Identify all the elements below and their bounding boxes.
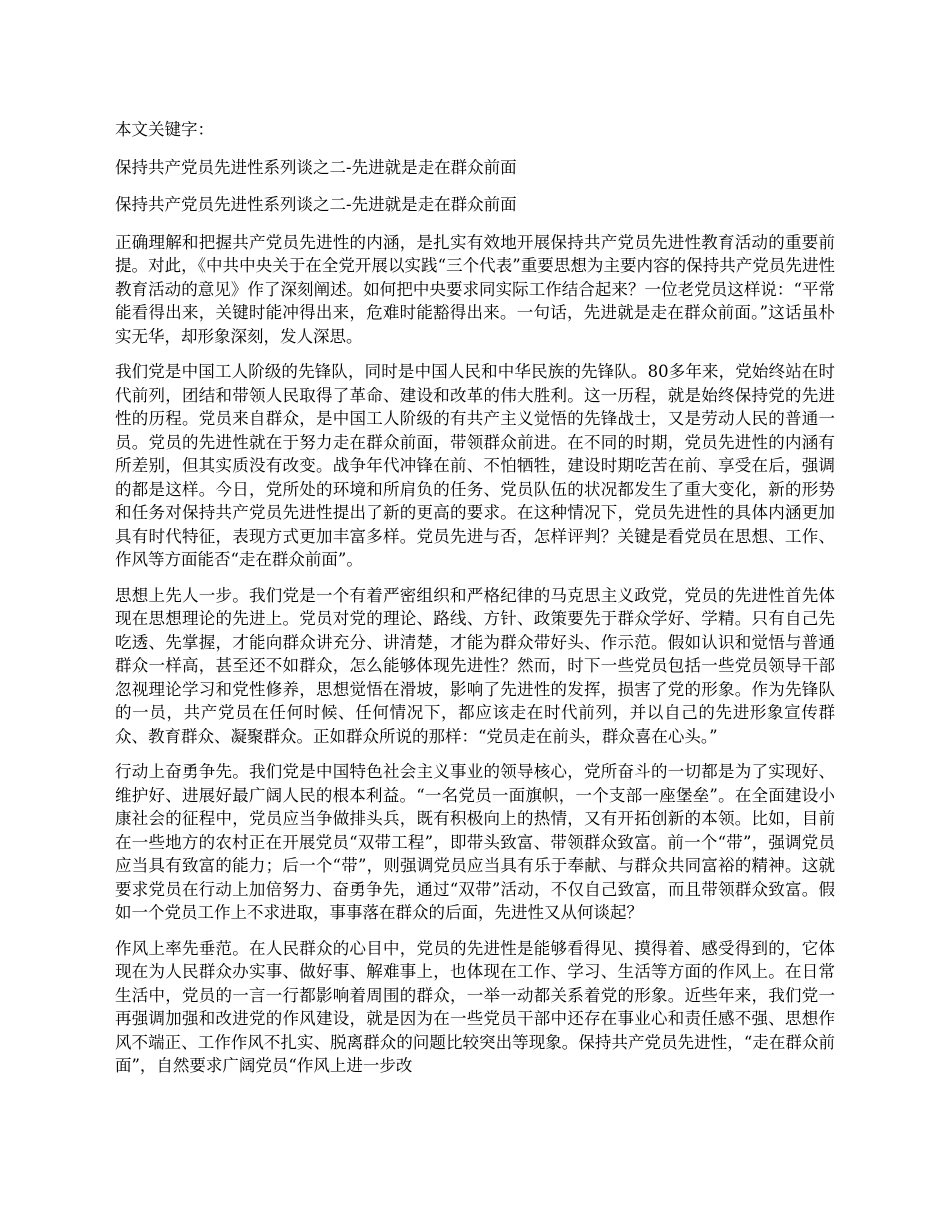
document-body: [115, 118, 835, 1090]
paragraph-style: 作风上率先垂范。在人民群众的心目中，党员的先进性是能够看得见、摸得着、感受得到的，它体现在为人民群众办实事、做好事、解难事上，也体现在工作、学习、生活等方面的作风上。在日常生活中，党员的一言一行都影响着周围的群众，一举一动都关系着党的形象。近些年来，我们党一再强调加强和改进党的作风建设，就是因为在一些党员干部中还存在事业心和责任感不强、思想作风不端正、工作作风不扎实、脱离群众的问题比较突出等现象。保持共产党员先进性，“走在群众前面”，自然要求广阔党员“作风上进一步改: [115, 938, 835, 1075]
keywords-label: 本文关键字：: [115, 120, 214, 139]
paragraph-thought: 思想上先人一步。我们党是一个有着严密组织和严格纪律的马克思主义政党，党员的先进性首先体现在思想理论的先进上。党员对党的理论、路线、方针、政策要先于群众学好、学精。只有自己先吃透、先掌握，才能向群众讲充分、讲清楚，才能为群众带好头、作示范。假如认识和觉悟与普通群众一样高，甚至还不如群众，怎么能够体现先进性？然而，时下一些党员包括一些党员领导干部忽视理论学习和党性修养，思想觉悟在滑坡，影响了先进性的发挥，损害了党的形象。作为先锋队的一员，共产党员在任何时候、任何情况下，都应该走在时代前列，并以自己的先进形象宣传群众、教育群众、凝聚群众。正如群众所说的那样：“党员走在前头，群众喜在心头。”: [115, 585, 835, 746]
paragraph-intro: 正确理解和把握共产党员先进性的内涵，是扎实有效地开展保持共产党员先进性教育活动的重要前提。对此，《中共中央关于在全党开展以实践“三个代表”重要思想为主要内容的保持共产党员先进性教育活动的意见》作了深刻阐述。如何把中央要求同实际工作结合起来？一位老党员这样说：“平常能看得出来，关键时能冲得出来，危难时能豁得出来。一句话，先进就是走在群众前面。”这话虽朴实无华，却形象深刻，发人深思。: [115, 232, 835, 346]
document-title: 保持共产党员先进性系列谈之二-先进就是走在群众前面: [115, 157, 517, 177]
document-subtitle: 保持共产党员先进性系列谈之二-先进就是走在群众前面: [115, 195, 517, 214]
paragraph-vanguard: 我们党是中国工人阶级的先锋队，同时是中国人民和中华民族的先锋队。80多年来，党始终站在时代前列，团结和带领人民取得了革命、建设和改革的伟大胜利。这一历程，就是始终保持党的先进性的历程。党员来自群众，是中国工人阶级的有共产主义觉悟的先锋战士，又是劳动人民的普通一员。党员的先进性就在于努力走在群众前面，带领群众前进。在不同的时期，党员先进性的内涵有所差别，但其实质没有改变。战争年代冲锋在前、不怕牺牲，建设时期吃苦在前、享受在后，强调的都是这样。今日，党所处的环境和所肩负的任务、党员队伍的状况都发生了重大变化，新的形势和任务对保持共产党员先进性提出了新的更高的要求。在这种情况下，党员先进性的具体内涵更加具有时代特征，表现方式更加丰富多样。党员先进与否，怎样评判？关键是看党员在思想、工作、作风等方面能否“走在群众前面”。: [115, 362, 835, 569]
paragraph-action: 行动上奋勇争先。我们党是中国特色社会主义事业的领导核心，党所奋斗的一切都是为了实现好、维护好、进展好最广阔人民的根本利益。“一名党员一面旗帜，一个支部一座堡垒”。在全面建设小康社会的征程中，党员应当争做排头兵，既有积极向上的热情，又有开拓创新的本领。比如，目前在一些地方的农村正在开展党员“双带工程”，即带头致富、带领群众致富。前一个“带”，强调党员应当具有致富的能力；后一个“带”，则强调党员应当具有乐于奉献、与群众共同富裕的精神。这就要求党员在行动上加倍努力、奋勇争先，通过“双带”活动，不仅自己致富，而且带领群众致富。假如一个党员工作上不求进取，事事落在群众的后面，先进性又从何谈起？: [115, 762, 835, 922]
